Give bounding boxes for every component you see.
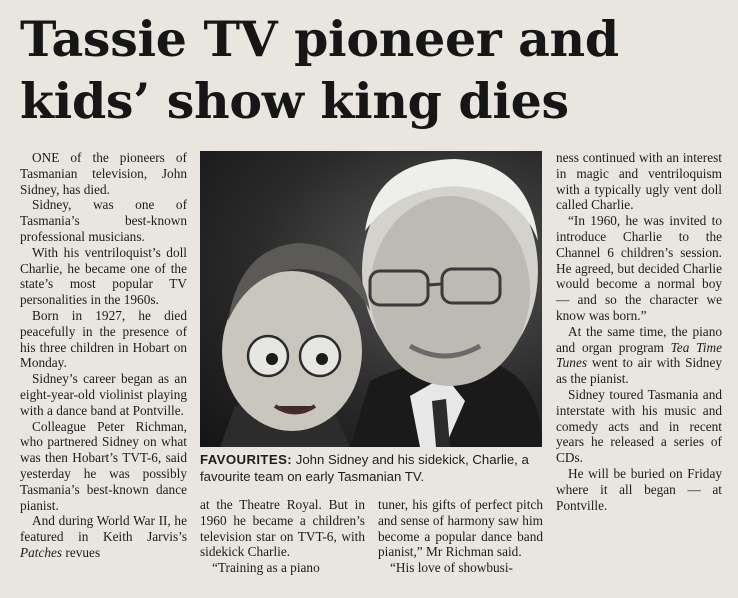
paragraph: Born in 1927, he died peacefully in the presence of his three children in Hobart on Monday. bbox=[20, 307, 187, 371]
paragraph: ness continued with an interest in magic and ventriloquism with a typically ugly vent doll called Charlie. bbox=[556, 150, 722, 213]
headline bbox=[20, 8, 730, 132]
paragraph: “In 1960, he was invited to introduce Charlie to the Channel 6 children’s session. He agreed, but decided Charlie would become a normal boy — and so the character we know was born.” bbox=[556, 213, 722, 323]
headline-line-1: Tassie TV pioneer and bbox=[20, 10, 619, 68]
article-column-2 bbox=[200, 497, 365, 576]
paragraph: Sidney, was one of Tasmania’s best-known professional musicians. bbox=[20, 197, 187, 244]
article-column-4 bbox=[556, 150, 722, 513]
photo-caption bbox=[200, 451, 546, 485]
caption-lead: FAVOURITES: bbox=[200, 452, 293, 467]
paragraph-text: went to air with Sidney as the pianist. bbox=[556, 355, 723, 387]
paragraph: Sidney’s career began as an eight-year-old violinist playing with a dance band at Pontville. bbox=[20, 371, 187, 418]
paragraph-text: And during World War II, he featured in Keith Jarvis’s bbox=[20, 513, 187, 545]
article-column-3 bbox=[378, 497, 543, 576]
paragraph: tuner, his gifts of perfect pitch and sense of harmony saw him become a popular dance band pianist,” Mr Richman said. bbox=[378, 497, 543, 560]
paragraph-text: At the same time, the piano and organ program bbox=[556, 323, 722, 355]
photo-john-sidney-and-charlie bbox=[200, 151, 542, 447]
photo-illustration bbox=[200, 151, 542, 447]
paragraph-text: revues bbox=[62, 544, 101, 560]
show-title-italic: Tea Time Tunes bbox=[556, 339, 722, 371]
headline-line-2: kids’ show king dies bbox=[20, 72, 569, 130]
paragraph: He will be buried on Friday where it all began — at Pontville. bbox=[556, 465, 722, 513]
article-column-1 bbox=[20, 150, 187, 561]
paragraph: ONE of the pioneers of Tasmanian television, John Sidney, has died. bbox=[20, 150, 187, 197]
paragraph: Sidney toured Tasmania and interstate with his music and comedy acts and in recent years he released a series of CDs. bbox=[556, 386, 722, 466]
paragraph: “His love of showbusi- bbox=[390, 560, 513, 576]
caption-text: John Sidney and his sidekick, Charlie, a favourite team on early Tasmanian TV. bbox=[200, 452, 529, 484]
show-title-italic: Patches bbox=[20, 544, 63, 560]
paragraph bbox=[20, 513, 187, 560]
paragraph bbox=[556, 324, 722, 387]
paragraph: at the Theatre Royal. But in 1960 he became a children’s television star on TVT-6, with sidekick Charlie. bbox=[200, 497, 365, 560]
paragraph: “Training as a piano bbox=[212, 560, 320, 576]
paragraph: With his ventriloquist’s doll Charlie, he became one of the state’s most popular TV personalities in the 1960s. bbox=[20, 244, 187, 308]
paragraph: Colleague Peter Richman, who partnered Sidney on what was then Hobart’s TVT-6, said yesterday he was possibly Tasmania’s best-known dance pianist. bbox=[20, 418, 187, 513]
